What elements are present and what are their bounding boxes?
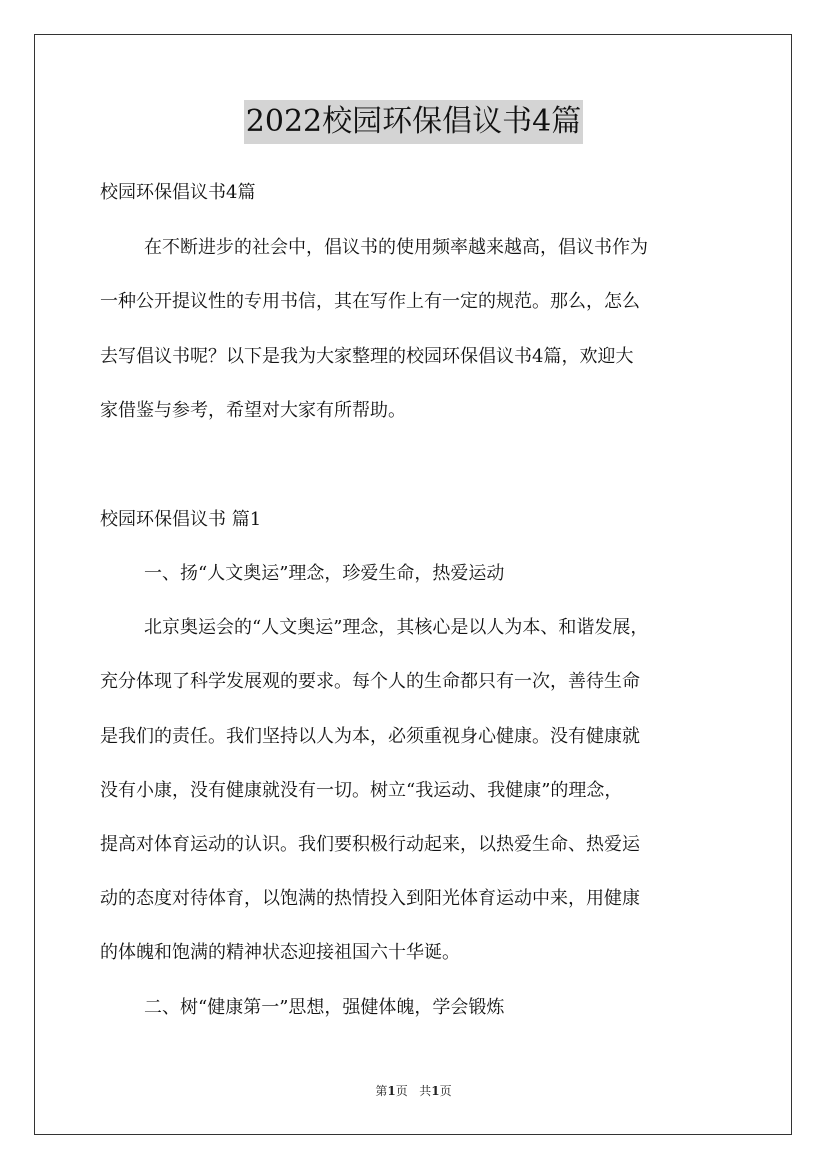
intro-line: 去写倡议书呢？以下是我为大家整理的校园环保倡议书4篇，欢迎大 (100, 346, 634, 367)
total-pages: 1 (431, 1084, 440, 1098)
page-number: 1 (387, 1084, 396, 1098)
subtitle: 校园环保倡议书4篇 (100, 182, 256, 203)
paragraph-line: 没有小康，没有健康就没有一切。树立“我运动、我健康”的理念， (100, 780, 623, 801)
intro-line: 在不断进步的社会中，倡议书的使用频率越来越高，倡议书作为 (144, 237, 648, 258)
paragraph-line: 是我们的责任。我们坚持以人为本，必须重视身心健康。没有健康就 (100, 726, 640, 747)
intro-line: 家借鉴与参考，希望对大家有所帮助。 (100, 400, 406, 421)
point-heading: 二、树“健康第一”思想，强健体魄，学会锻炼 (144, 997, 505, 1018)
page-suffix: 页 (395, 1084, 408, 1098)
page-footer (0, 1083, 827, 1099)
document-title: 2022校园环保倡议书4篇 (244, 100, 583, 144)
paragraph-line: 提高对体育运动的认识。我们要积极行动起来，以热爱生命、热爱运 (100, 834, 640, 855)
paragraph-line: 的体魄和饱满的精神状态迎接祖国六十华诞。 (100, 942, 460, 963)
paragraph-line: 动的态度对待体育，以饱满的热情投入到阳光体育运动中来，用健康 (100, 888, 640, 909)
document-title-container (0, 100, 827, 144)
intro-line: 一种公开提议性的专用书信，其在写作上有一定的规范。那么，怎么 (100, 291, 640, 312)
paragraph-line: 北京奥运会的“人文奥运”理念，其核心是以人为本、和谐发展， (144, 617, 649, 638)
paragraph-line: 充分体现了科学发展观的要求。每个人的生命都只有一次，善待生命 (100, 671, 640, 692)
total-prefix: 共 (419, 1084, 432, 1098)
page-prefix: 第 (375, 1084, 388, 1098)
point-heading: 一、扬“人文奥运”理念，珍爱生命，热爱运动 (144, 563, 505, 584)
section-heading: 校园环保倡议书 篇1 (100, 509, 262, 530)
total-suffix: 页 (439, 1084, 452, 1098)
